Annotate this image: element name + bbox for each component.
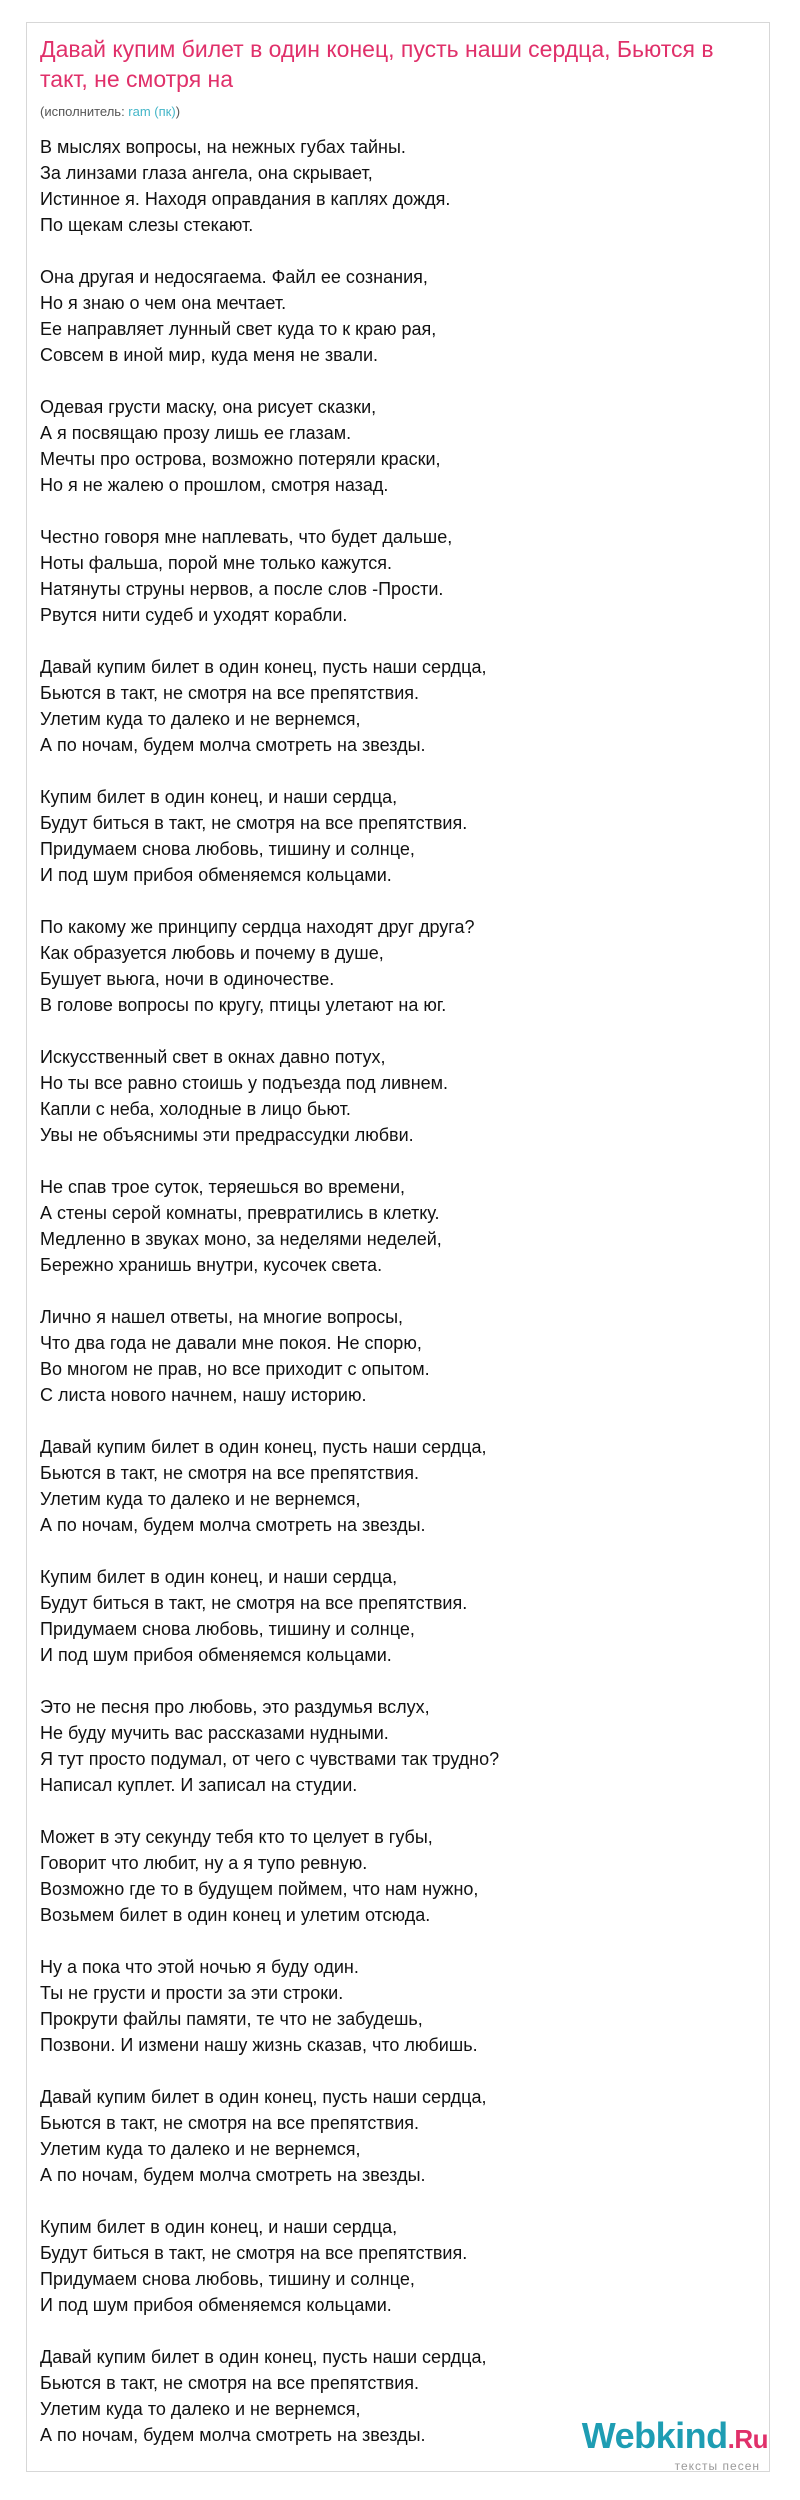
lyric-line: Улетим куда то далеко и не вернемся, — [40, 1489, 361, 1509]
artist-prefix: (исполнитель: — [40, 104, 129, 119]
lyric-line: Будут биться в такт, не смотря на все препятствия. — [40, 2243, 468, 2263]
lyric-line: Придумаем снова любовь, тишину и солнце, — [40, 1619, 415, 1639]
lyrics-stanza — [40, 1304, 760, 1408]
lyrics-stanza — [40, 2084, 760, 2188]
lyric-line: Бушует вьюга, ночи в одиночестве. — [40, 969, 335, 989]
lyric-line: Возьмем билет в один конец и улетим отсюда. — [40, 1905, 431, 1925]
lyric-line: Позвони. И измени нашу жизнь сказав, что любишь. — [40, 2035, 478, 2055]
lyric-line: Ноты фальша, порой мне только кажутся. — [40, 553, 393, 573]
lyric-line: А стены серой комнаты, превратились в клетку. — [40, 1203, 440, 1223]
lyric-line: В голове вопросы по кругу, птицы улетают на юг. — [40, 995, 447, 1015]
page-footer — [0, 2472, 800, 2500]
lyrics-stanza — [40, 1954, 760, 2058]
lyric-line: За линзами глаза ангела, она скрывает, — [40, 163, 373, 183]
lyric-line: Давай купим билет в один конец, пусть наши сердца, — [40, 1437, 487, 1457]
lyrics-stanza — [40, 2214, 760, 2318]
lyrics-stanza — [40, 264, 760, 368]
lyric-line: С листа нового начнем, нашу историю. — [40, 1385, 367, 1405]
lyric-line: По какому же принципу сердца находят друг друга? — [40, 917, 475, 937]
lyric-line: А по ночам, будем молча смотреть на звезды. — [40, 735, 426, 755]
lyric-line: Написал куплет. И записал на студии. — [40, 1775, 358, 1795]
lyric-line: Истинное я. Находя оправдания в каплях дождя. — [40, 189, 451, 209]
lyrics-stanza — [40, 914, 760, 1018]
lyrics-stanza — [40, 134, 760, 238]
lyric-line: А по ночам, будем молча смотреть на звезды. — [40, 2425, 426, 2445]
lyrics-stanza — [40, 1694, 760, 1798]
lyric-line: Во многом не прав, но все приходит с опытом. — [40, 1359, 430, 1379]
lyric-line: Давай купим билет в один конец, пусть наши сердца, — [40, 2347, 487, 2367]
lyric-line: Бьются в такт, не смотря на все препятствия. — [40, 2113, 420, 2133]
lyric-line: Возможно где то в будущем поймем, что нам нужно, — [40, 1879, 479, 1899]
lyric-line: Натянуты струны нервов, а после слов -Прости. — [40, 579, 444, 599]
lyrics-stanza — [40, 1174, 760, 1278]
lyric-line: Одевая грусти маску, она рисует сказки, — [40, 397, 377, 417]
lyric-line: Будут биться в такт, не смотря на все препятствия. — [40, 1593, 468, 1613]
lyrics-stanza — [40, 1044, 760, 1148]
lyric-line: Честно говоря мне наплевать, что будет дальше, — [40, 527, 453, 547]
lyric-line: Но я не жалею о прошлом, смотря назад. — [40, 475, 389, 495]
site-logo[interactable] — [548, 2416, 768, 2472]
lyrics-body — [40, 134, 760, 2474]
lyric-line: И под шум прибоя обменяемся кольцами. — [40, 1645, 392, 1665]
lyric-line: Я тут просто подумал, от чего с чувствами так трудно? — [40, 1749, 500, 1769]
song-title: Давай купим билет в один конец, пусть наши сердца, Бьются в такт, не смотря на — [40, 36, 714, 92]
lyric-line: Лично я нашел ответы, на многие вопросы, — [40, 1307, 404, 1327]
lyric-line: Но я знаю о чем она мечтает. — [40, 293, 287, 313]
lyric-line: Купим билет в один конец, и наши сердца, — [40, 1567, 398, 1587]
lyric-line: Ее направляет лунный свет куда то к краю рая, — [40, 319, 437, 339]
lyric-line: Улетим куда то далеко и не вернемся, — [40, 709, 361, 729]
logo-main-text: Webkind — [581, 2415, 728, 2456]
lyric-line: Может в эту секунду тебя кто то целует в губы, — [40, 1827, 433, 1847]
lyric-line: Ты не грусти и прости за эти строки. — [40, 1983, 344, 2003]
lyric-line: Как образуется любовь и почему в душе, — [40, 943, 384, 963]
lyrics-stanza — [40, 524, 760, 628]
lyrics-stanza — [40, 654, 760, 758]
lyric-line: Бьются в такт, не смотря на все препятствия. — [40, 2373, 420, 2393]
artist-line — [40, 103, 180, 121]
lyric-line: Придумаем снова любовь, тишину и солнце, — [40, 839, 415, 859]
lyric-line: Улетим куда то далеко и не вернемся, — [40, 2139, 361, 2159]
logo-tld-text: .Ru — [727, 2424, 768, 2454]
lyric-line: А по ночам, будем молча смотреть на звезды. — [40, 2165, 426, 2185]
lyric-line: И под шум прибоя обменяемся кольцами. — [40, 2295, 392, 2315]
lyric-line: Но ты все равно стоишь у подъезда под ливнем. — [40, 1073, 449, 1093]
lyric-line: Рвутся нити судеб и уходят корабли. — [40, 605, 348, 625]
lyric-line: Это не песня про любовь, это раздумья вслух, — [40, 1697, 430, 1717]
lyric-line: Увы не объяснимы эти предрассудки любви. — [40, 1125, 414, 1145]
artist-link[interactable]: ram (пк) — [128, 104, 176, 119]
lyric-line: Придумаем снова любовь, тишину и солнце, — [40, 2269, 415, 2289]
lyric-line: Что два года не давали мне покоя. Не спорю, — [40, 1333, 422, 1353]
lyric-line: Давай купим билет в один конец, пусть наши сердца, — [40, 657, 487, 677]
lyric-line: Давай купим билет в один конец, пусть наши сердца, — [40, 2087, 487, 2107]
lyrics-stanza — [40, 1824, 760, 1928]
lyric-line: Медленно в звуках моно, за неделями неделей, — [40, 1229, 442, 1249]
lyric-line: Улетим куда то далеко и не вернемся, — [40, 2399, 361, 2419]
lyric-line: Она другая и недосягаема. Файл ее сознания, — [40, 267, 428, 287]
lyric-line: Мечты про острова, возможно потеряли краски, — [40, 449, 441, 469]
artist-suffix: ) — [175, 104, 181, 119]
lyric-line: Искусственный свет в окнах давно потух, — [40, 1047, 386, 1067]
lyric-line: В мыслях вопросы, на нежных губах тайны. — [40, 137, 406, 157]
lyric-line: Бьются в такт, не смотря на все препятствия. — [40, 683, 420, 703]
lyric-line: Совсем в иной мир, куда меня не звали. — [40, 345, 379, 365]
lyric-line: Будут биться в такт, не смотря на все препятствия. — [40, 813, 468, 833]
lyrics-stanza — [40, 394, 760, 498]
lyric-line: Купим билет в один конец, и наши сердца, — [40, 2217, 398, 2237]
lyrics-stanza — [40, 1564, 760, 1668]
lyric-line: А я посвящаю прозу лишь ее глазам. — [40, 423, 352, 443]
lyric-line: А по ночам, будем молча смотреть на звезды. — [40, 1515, 426, 1535]
lyric-line: Бьются в такт, не смотря на все препятствия. — [40, 1463, 420, 1483]
lyric-line: И под шум прибоя обменяемся кольцами. — [40, 865, 392, 885]
lyric-line: Не буду мучить вас рассказами нудными. — [40, 1723, 389, 1743]
lyric-line: Не спав трое суток, теряешься во времени, — [40, 1177, 406, 1197]
lyric-line: Капли с неба, холодные в лицо бьют. — [40, 1099, 351, 1119]
lyric-line: Купим билет в один конец, и наши сердца, — [40, 787, 398, 807]
lyric-line: Говорит что любит, ну а я тупо ревную. — [40, 1853, 368, 1873]
lyrics-stanza — [40, 1434, 760, 1538]
logo-subtitle: тексты песен — [674, 2459, 760, 2473]
lyric-line: Бережно хранишь внутри, кусочек света. — [40, 1255, 383, 1275]
logo-wordmark — [548, 2416, 768, 2459]
lyric-line: Ну а пока что этой ночью я буду один. — [40, 1957, 359, 1977]
lyrics-stanza — [40, 784, 760, 888]
lyric-line: По щекам слезы стекают. — [40, 215, 254, 235]
lyric-line: Прокрути файлы памяти, те что не забудешь, — [40, 2009, 423, 2029]
